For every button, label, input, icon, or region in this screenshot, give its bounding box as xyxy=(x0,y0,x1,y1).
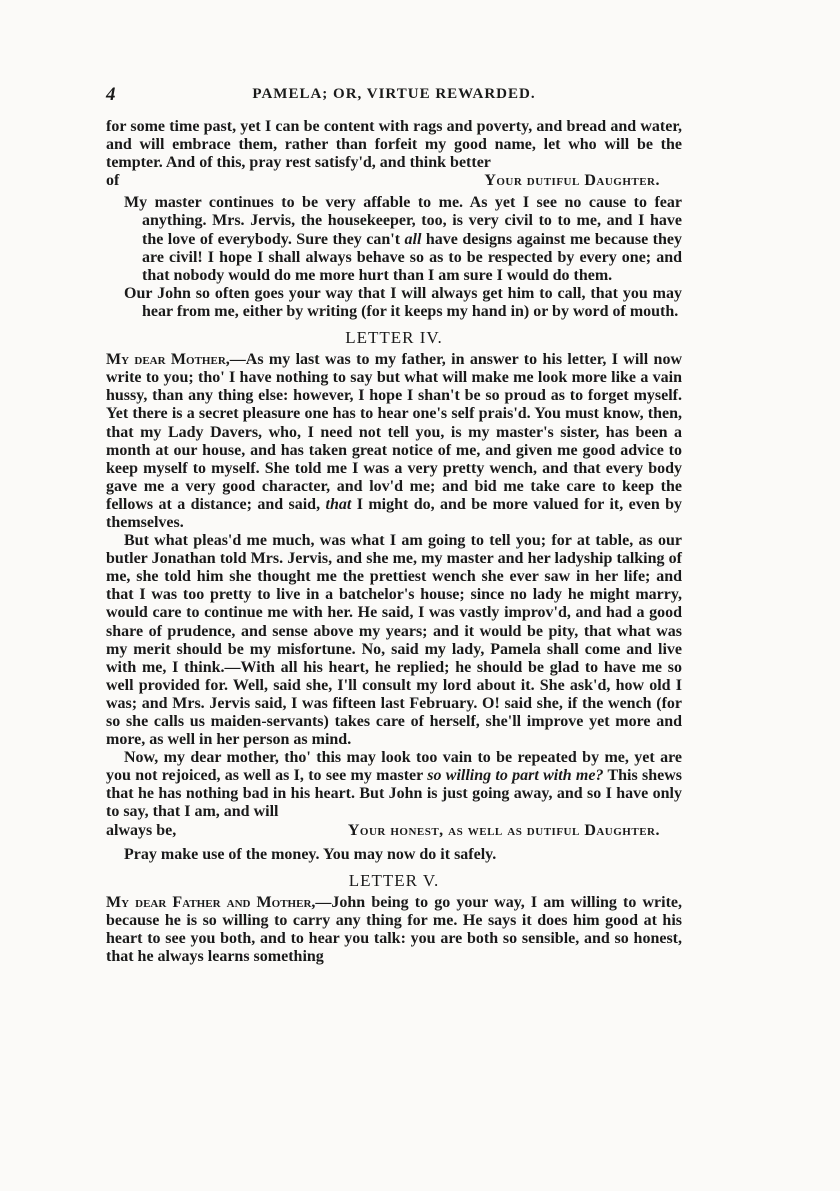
letter-end-paragraph: for some time past, yet I can be content with rags and poverty, and bread and water, and will embrace them, rather than forfeit my good name, let who will be the tempter. And of this, pray rest satisfy'd, and think better xyxy=(106,118,682,172)
letter-paragraph: My dear Mother,—As my last was to my father, in answer to his letter, I will now write to you; tho' I have nothing to say but what will make me look more like a vain hussy, than any thing else: however, I hope I shan't be so proud as to forget myself. Yet there is a secret pleasure one has to hear one's self prais'd. You must know, then, that my Lady Davers, who, I need not tell you, is my master's sister, has been a month at our house, and has taken great notice of me, and given me good advice to keep myself to myself. She told me I was a very pretty wench, and that every body gave me a very good character, and lov'd me; and bid me take care to keep the fellows at a distance; and said, that I might do, and be more valued for it, even by themselves. xyxy=(106,351,683,531)
signature-prefix: always be, xyxy=(106,821,177,839)
running-title: PAMELA; OR, VIRTUE REWARDED. xyxy=(252,86,536,102)
letter-paragraph: But what pleas'd me much, was what I am going to tell you; for at table, as our butler Jonathan told Mrs. Jervis, and she me, my master and her ladyship talking of me, she told him she thought me the prettiest wench she ever saw in her life; and that I was too pretty to live in a batchelor's house; since no lady he might marry, would care to continue me with her. He said, I was vastly improv'd, and had a good share of prudence, and sense above my years; and it would be pity, that what was my merit should be my misfortune. No, said my lady, Pamela shall come and live with me, I think.—With all his heart, he replied; he should be glad to have me so well provided for. Well, said she, I'll consult my lord about it. She ask'd, how old I was; and Mrs. Jervis said, I was fifteen last February. O! said she, if the wench (for so she calls us maiden-servants) takes care of herself, she'll improve yet more and more, as well in her person as mind. xyxy=(106,532,682,749)
letter-signature-line xyxy=(106,822,682,840)
page-number: 4 xyxy=(106,84,116,105)
page-header xyxy=(106,84,682,108)
letter-postscript: Pray make use of the money. You may now do it safely. xyxy=(124,845,497,863)
postscript-paragraph: Our John so often goes your way that I will always get him to call, that you may hear from me, either by writing (for it keeps my hand in) or by word of mouth. xyxy=(124,284,682,320)
salutation: My dear Father and Mother, xyxy=(106,893,316,911)
salutation: My dear Mother, xyxy=(106,351,230,369)
letter-heading: LETTER V. xyxy=(348,870,440,890)
postscript-paragraph: My master continues to be very affable to me. As yet I see no cause to fear anything. Mrs. Jervis, the housekeeper, too, is very civil to to me, and I have the love of everybody. Sure they can't all have designs against me because they are civil! I hope I shall always behave so as to be respected by every one; and that nobody would do me more hurt than I am sure I would do them. xyxy=(124,194,682,284)
letter-paragraph: Now, my dear mother, tho' this may look too vain to be repeated by me, yet are you not rejoiced, as well as I, to see my master so willing to part with me? This shews that he has nothing bad in his heart. But John is just going away, and so I have only to say, that I am, and will xyxy=(106,749,683,821)
letter-paragraph: My dear Father and Mother,—John being to go your way, I am willing to write, because he is so willing to carry any thing for me. He says it does him good at his heart to see you both, and to hear you talk: you are both so sensible, and so honest, that he always learns something xyxy=(106,893,683,966)
page-body xyxy=(106,118,682,966)
letter-end-signature-line xyxy=(106,172,682,190)
signature: Your dutiful Daughter. xyxy=(484,172,660,190)
letter-heading: LETTER IV. xyxy=(345,328,443,348)
signature-prefix: of xyxy=(106,172,120,190)
signature: Your honest, as well as dutiful Daughter. xyxy=(347,821,660,839)
